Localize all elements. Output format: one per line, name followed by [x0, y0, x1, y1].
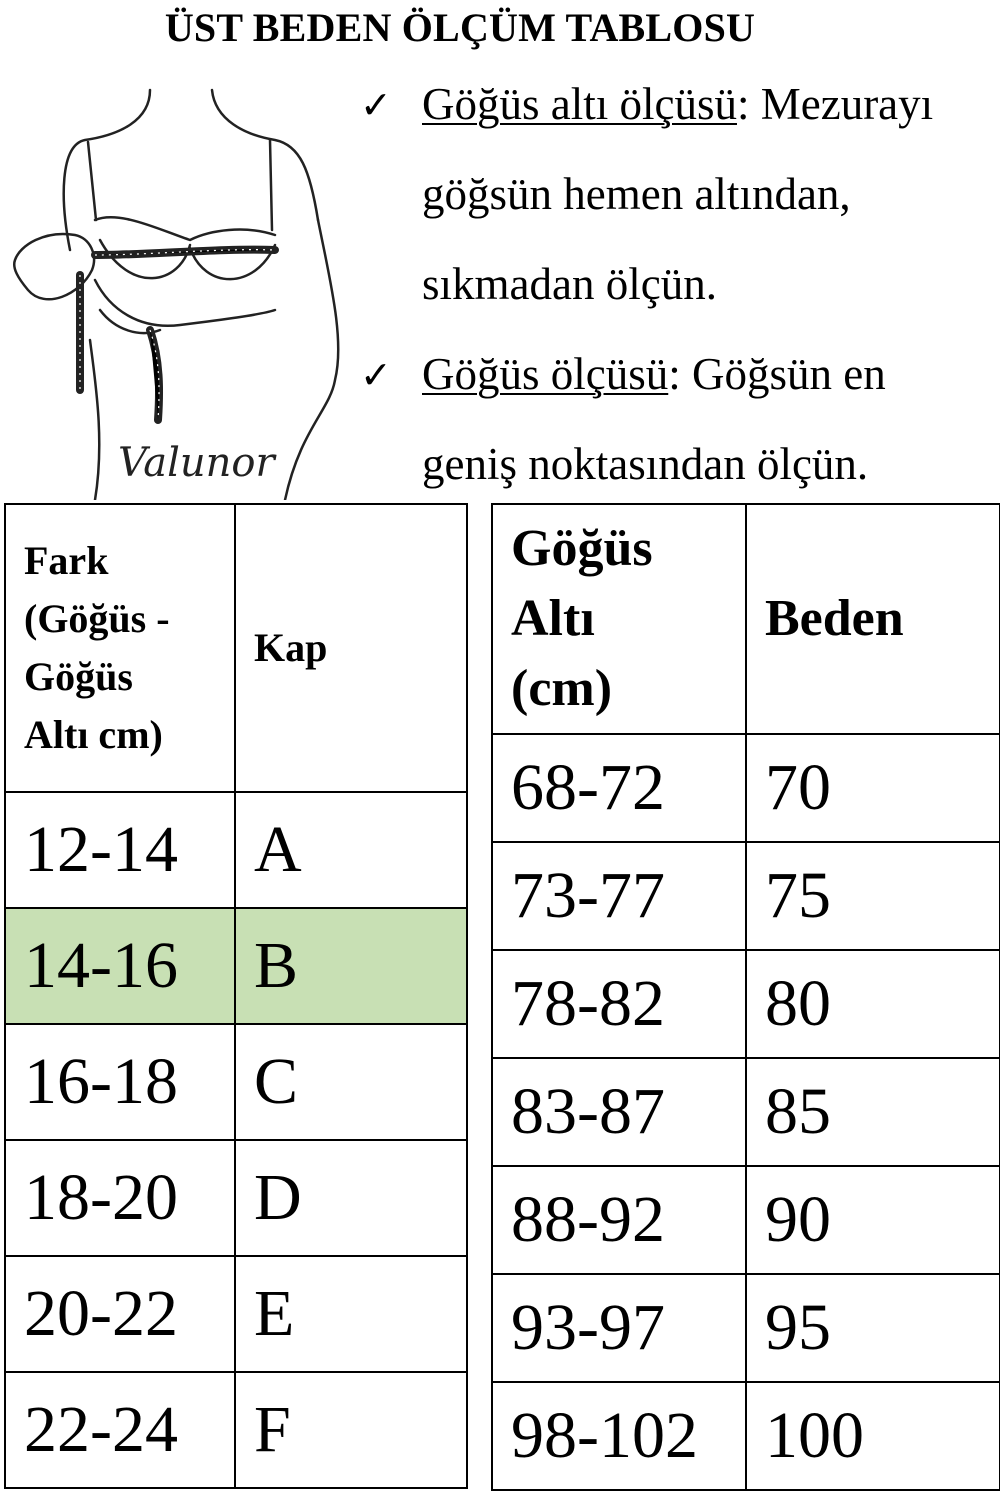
- table-row: [5, 1256, 467, 1372]
- cup-cell: E: [235, 1256, 467, 1372]
- table-row: [5, 1140, 467, 1256]
- underbust-cell: 88-92: [492, 1166, 746, 1274]
- table-row-highlighted: [5, 908, 467, 1024]
- measuring-tape-figure: [0, 80, 350, 500]
- band-size-table: [491, 503, 1000, 1491]
- table-row: [492, 1166, 1000, 1274]
- instruction-text: sıkmadan ölçün.: [422, 259, 717, 309]
- header-difference: Fark (Göğüs - Göğüs Altı cm): [5, 504, 235, 792]
- difference-cell: 12-14: [5, 792, 235, 908]
- underbust-cell: 98-102: [492, 1382, 746, 1490]
- size-cell: 75: [746, 842, 1000, 950]
- cup-cell: D: [235, 1140, 467, 1256]
- instruction-bust: Göğüs ölçüsü: Göğsün en: [422, 349, 886, 399]
- table-row: [5, 792, 467, 908]
- table-header-row: [492, 504, 1000, 734]
- underbust-cell: 93-97: [492, 1274, 746, 1382]
- header-underbust: Göğüs Altı (cm): [492, 504, 746, 734]
- difference-cell: 18-20: [5, 1140, 235, 1256]
- cup-cell: F: [235, 1372, 467, 1488]
- header-size: Beden: [746, 504, 1000, 734]
- size-cell: 90: [746, 1166, 1000, 1274]
- table-row: [5, 1024, 467, 1140]
- table-header-row: [5, 504, 467, 792]
- cup-size-table: [4, 503, 468, 1489]
- instruction-text: göğsün hemen altından,: [422, 169, 851, 219]
- difference-cell: 22-24: [5, 1372, 235, 1488]
- instruction-underbust: Göğüs altı ölçüsü: Mezurayı: [422, 79, 934, 129]
- underbust-cell: 83-87: [492, 1058, 746, 1166]
- table-row: [492, 1382, 1000, 1490]
- table-row: [492, 1274, 1000, 1382]
- difference-cell: 20-22: [5, 1256, 235, 1372]
- size-cell: 95: [746, 1274, 1000, 1382]
- check-icon: ✓: [360, 355, 392, 397]
- header-cup: Kap: [235, 504, 467, 792]
- instruction-text: geniş noktasından ölçün.: [422, 439, 869, 489]
- size-cell: 85: [746, 1058, 1000, 1166]
- page-title: ÜST BEDEN ÖLÇÜM TABLOSU: [164, 5, 756, 50]
- underbust-cell: 73-77: [492, 842, 746, 950]
- table-row: [5, 1372, 467, 1488]
- check-icon: ✓: [360, 85, 392, 127]
- brand-logo: Valunor: [118, 440, 275, 486]
- table-row: [492, 1058, 1000, 1166]
- table-row: [492, 734, 1000, 842]
- underbust-cell: 68-72: [492, 734, 746, 842]
- size-cell: 100: [746, 1382, 1000, 1490]
- table-row: [492, 950, 1000, 1058]
- cup-cell: C: [235, 1024, 467, 1140]
- size-cell: 80: [746, 950, 1000, 1058]
- difference-cell: 14-16: [5, 908, 235, 1024]
- cup-cell: A: [235, 792, 467, 908]
- size-cell: 70: [746, 734, 1000, 842]
- table-row: [492, 842, 1000, 950]
- cup-cell: B: [235, 908, 467, 1024]
- difference-cell: 16-18: [5, 1024, 235, 1140]
- underbust-cell: 78-82: [492, 950, 746, 1058]
